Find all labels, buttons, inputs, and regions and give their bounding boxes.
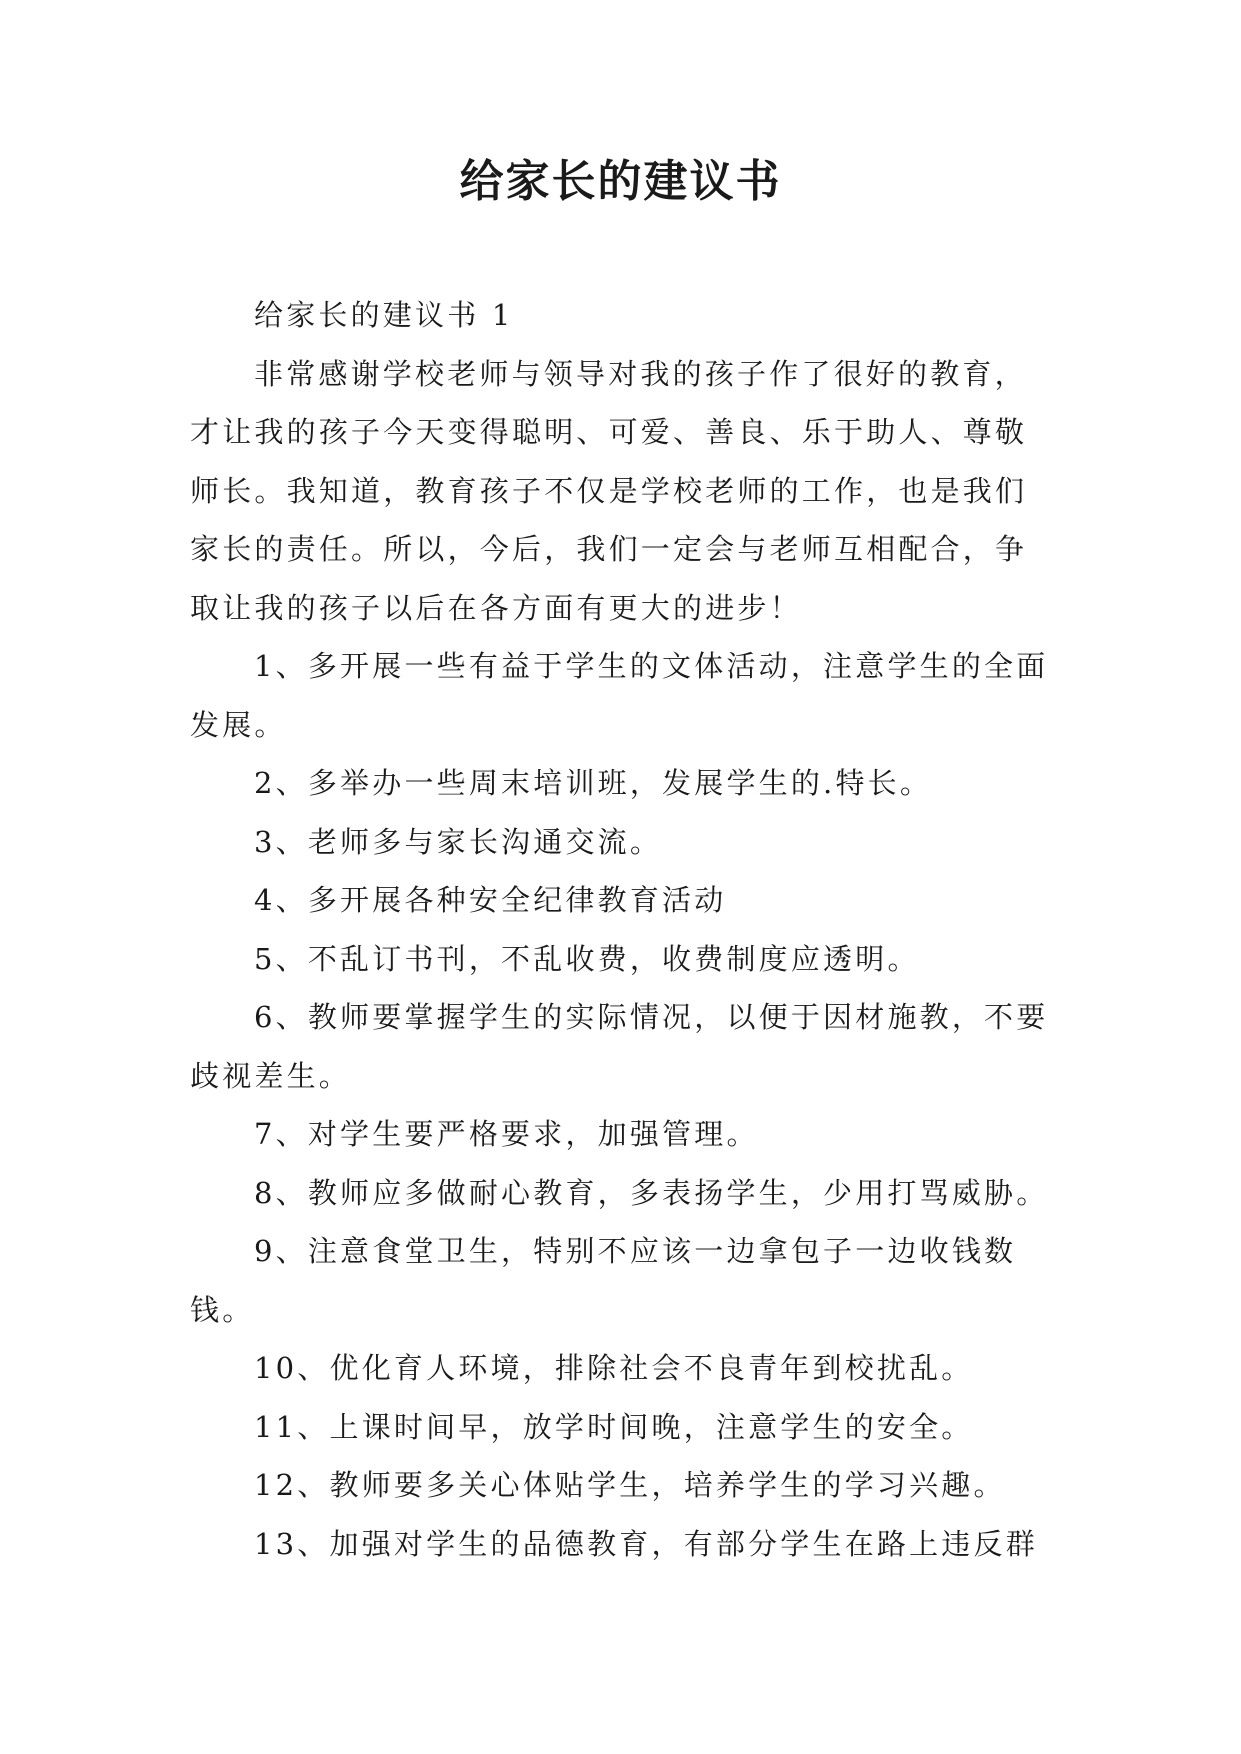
suggestion-item-5: 5、不乱订书刊，不乱收费，收费制度应透明。 — [254, 941, 920, 976]
suggestion-item-11: 11、上课时间早，放学时间晚，注意学生的安全。 — [254, 1409, 974, 1444]
suggestion-item-13: 13、加强对学生的品德教育，有部分学生在路上违反群 — [254, 1526, 1038, 1561]
suggestion-item-9: 9、注意食堂卫生，特别不应该一边拿包子一边收钱数钱。 — [190, 1234, 1017, 1327]
suggestion-item-6: 6、教师要掌握学生的实际情况，以便于因材施教，不要歧视差生。 — [190, 1000, 1049, 1093]
intro-paragraph: 非常感谢学校老师与领导对我的孩子作了很好的教育，才让我的孩子今天变得聪明、可爱、善良、乐于助人、尊敬师长。我知道，教育孩子不仅是学校老师的工作，也是我们家长的责任。所以，今后，我们一定会与老师互相配合，争取让我的孩子以后在各方面有更大的进步！ — [190, 356, 1028, 625]
suggestion-item-8: 8、教师应多做耐心教育，多表扬学生，少用打骂威胁。 — [254, 1175, 1049, 1210]
suggestion-item-12: 12、教师要多关心体贴学生，培养学生的学习兴趣。 — [254, 1468, 1006, 1502]
suggestion-item-7: 7、对学生要严格要求，加强管理。 — [254, 1117, 759, 1151]
document-title: 给家长的建议书 — [459, 156, 782, 207]
suggestion-item-2: 2、多举办一些周末培训班，发展学生的.特长。 — [254, 766, 933, 800]
suggestion-item-4: 4、多开展各种安全纪律教育活动 — [254, 883, 727, 917]
document-body — [190, 286, 1054, 1573]
section-heading: 给家长的建议书 1 — [254, 298, 514, 332]
suggestion-item-1: 1、多开展一些有益于学生的文体活动，注意学生的全面发展。 — [190, 649, 1049, 742]
suggestion-item-3: 3、老师多与家长沟通交流。 — [254, 824, 663, 859]
suggestion-item-10: 10、优化育人环境，排除社会不良青年到校扰乱。 — [254, 1351, 974, 1385]
